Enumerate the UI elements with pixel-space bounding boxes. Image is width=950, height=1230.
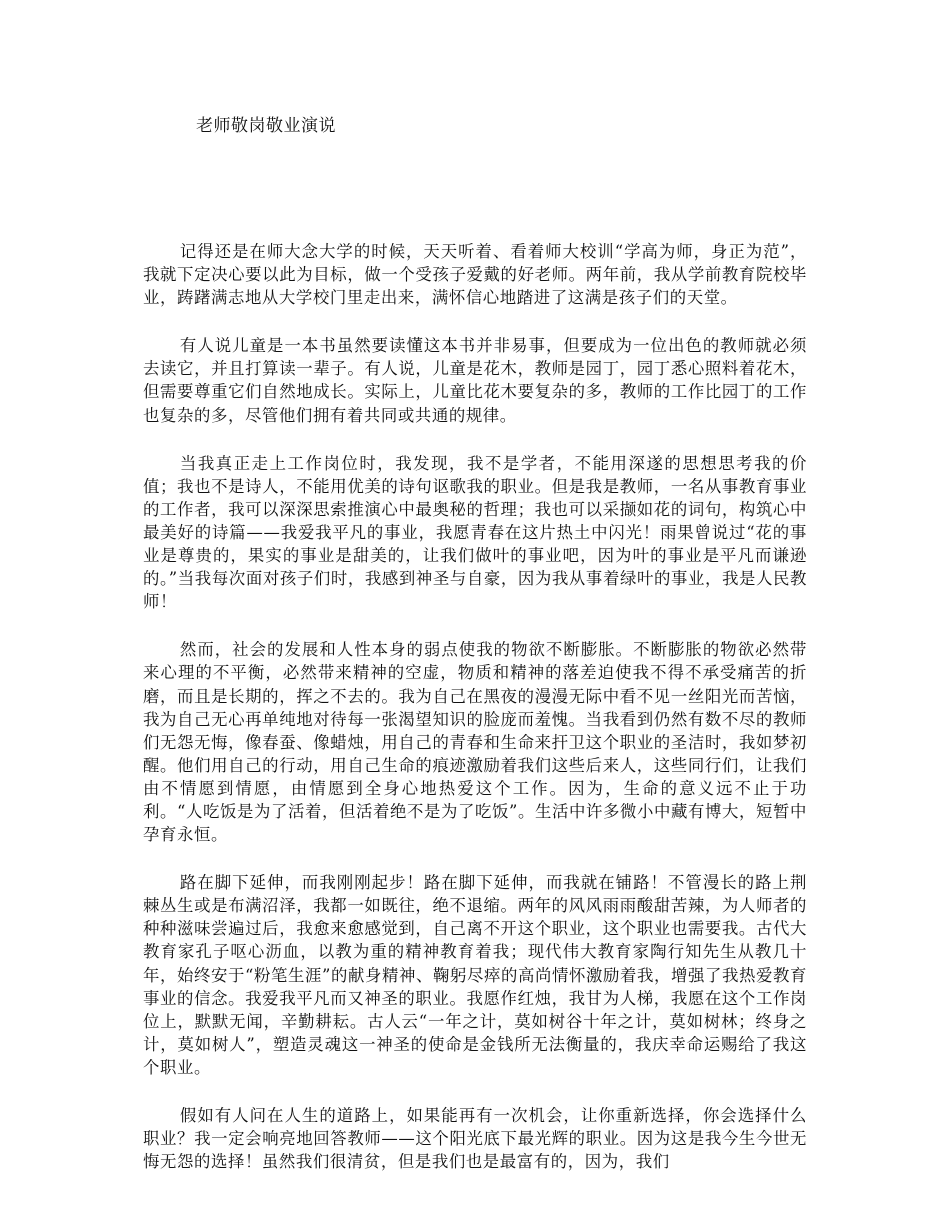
paragraph-1: 记得还是在师大念大学的时候，天天听着、看着师大校训“学高为师，身正为范”，我就下定决心要以此为目标，做一个受孩子爱戴的好老师。两年前，我从学前教育院校毕业，踌躇满志地从大学校门里走出来，满怀信心地踏进了这满是孩子们的天堂。 — [143, 242, 807, 308]
document-body — [143, 240, 807, 1198]
paragraph-5: 路在脚下延伸，而我刚刚起步！路在脚下延伸，而我就在铺路！不管漫长的路上荆棘丛生或是布满沼泽，我都一如既往，绝不退缩。两年的风风雨雨酸甜苦辣，为人师者的种种滋味尝遍过后，我愈来愈感觉到，自己离不开这个职业，这个职业也需要我。古代大教育家孔子呕心沥血，以教为重的精神教育着我；现代伟大教育家陶行知先生从教几十年，始终安于“粉笔生涯”的献身精神、鞠躬尽瘁的高尚情怀激励着我，增强了我热爱教育事业的信念。我爱我平凡而又神圣的职业。我愿作红烛，我甘为人梯，我愿在这个工作岗位上，默默无闻，辛勤耕耘。古人云“一年之计，莫如树谷十年之计，莫如树林；终身之计，莫如树人”，塑造灵魂这一神圣的使命是金钱所无法衡量的，我庆幸命运赐给了我这个职业。 — [143, 873, 807, 1077]
paragraph-2: 有人说儿童是一本书虽然要读懂这本书并非易事，但要成为一位出色的教师就必须去读它，并且打算读一辈子。有人说，儿童是花木，教师是园丁，园丁悉心照料着花木，但需要尊重它们自然地成长。实际上，儿童比花木要复杂的多，教师的工作比园丁的工作也复杂的多，尽管他们拥有着共同或共通的规律。 — [143, 336, 807, 425]
paragraph-3: 当我真正走上工作岗位时，我发现，我不是学者，不能用深遂的思想思考我的价值；我也不是诗人，不能用优美的诗句讴歌我的职业。但是我是教师，一名从事教育事业的工作者，我可以深深思索推演心中最奥秘的哲理；我也可以采撷如花的词句，构筑心中最美好的诗篇——我爱我平凡的事业，我愿青春在这片热土中闪光！雨果曾说过“花的事业是尊贵的，果实的事业是甜美的，让我们做叶的事业吧，因为叶的事业是平凡而谦逊的。”当我每次面对孩子们时，我感到神圣与自豪，因为我从事着绿叶的事业，我是人民教师！ — [143, 453, 807, 612]
paragraph-4: 然而，社会的发展和人性本身的弱点使我的物欲不断膨胀。不断膨胀的物欲必然带来心理的不平衡，必然带来精神的空虚，物质和精神的落差迫使我不得不承受痛苦的折磨，而且是长期的，挥之不去的。我为自己在黑夜的漫漫无际中看不见一丝阳光而苦恼，我为自己无心再单纯地对待每一张渴望知识的脸庞而羞愧。当我看到仍然有数不尽的教师们无怨无悔，像春蚕、像蜡烛，用自己的青春和生命来扞卫这个职业的圣洁时，我如梦初醒。他们用自己的行动，用自己生命的痕迹激励着我们这些后来人，这些同行们，让我们由不情愿到情愿，由情愿到全身心地热爱这个工作。因为，生命的意义远不止于功利。“人吃饭是为了活着，但活着绝不是为了吃饭”。生活中许多微小中藏有博大，短暂中孕育永恒。 — [143, 640, 807, 845]
document-title: 老师敬岗敬业演说 — [196, 116, 336, 136]
paragraph-6: 假如有人问在人生的道路上，如果能再有一次机会，让你重新选择，你会选择什么职业？我一定会响亮地回答教师——这个阳光底下最光辉的职业。因为这是我今生今世无悔无怨的选择！虽然我们很清贫，但是我们也是最富有的，因为，我们 — [143, 1106, 807, 1172]
